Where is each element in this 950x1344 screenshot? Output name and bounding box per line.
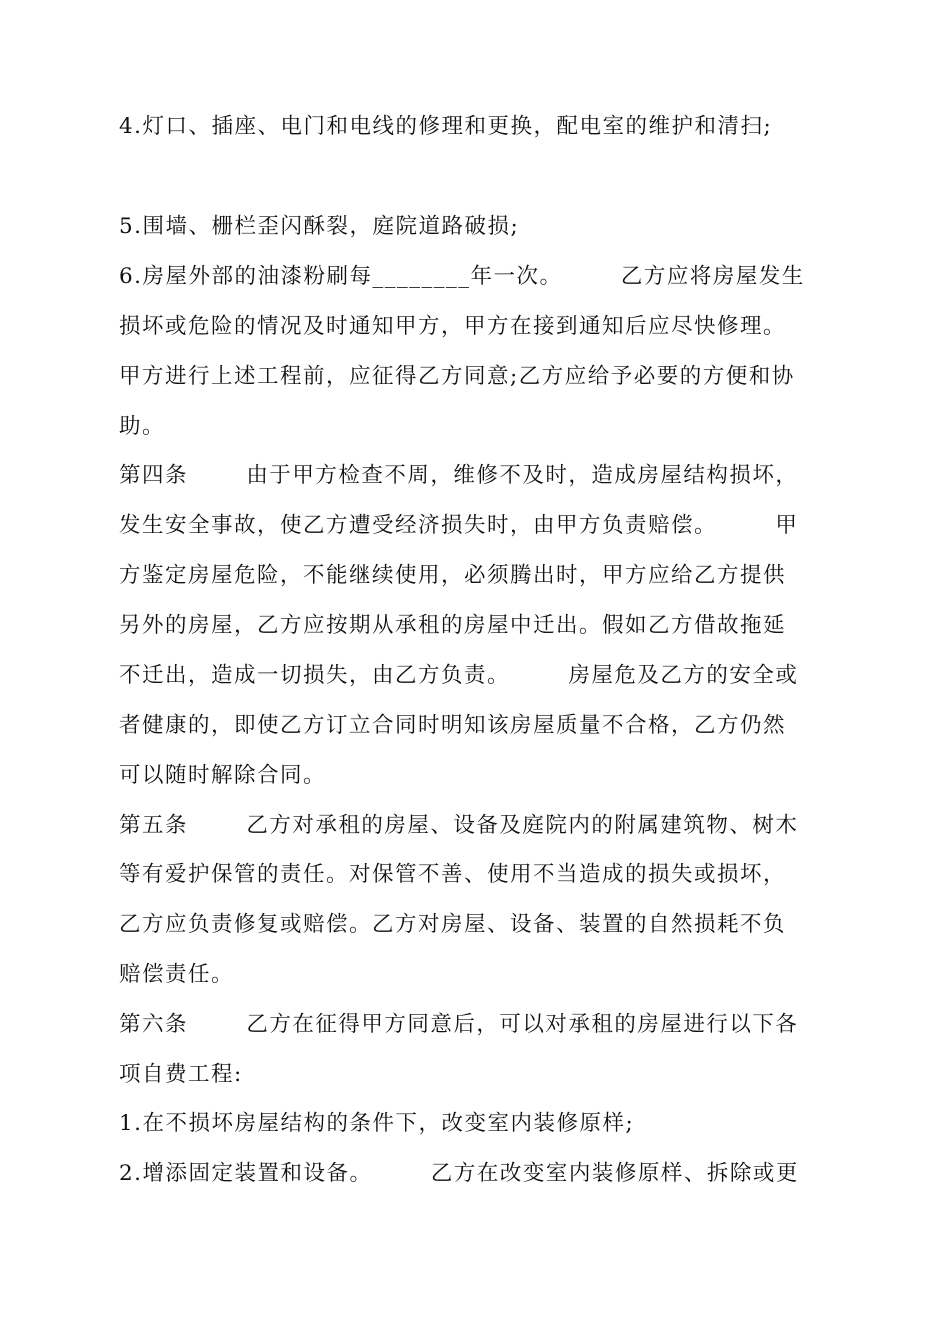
text-line: 2.增添固定装置和设备。 乙方在改变室内装修原样、拆除或更 <box>119 1161 799 1186</box>
text-line: 另外的房屋，乙方应按期从承租的房屋中迁出。假如乙方借故拖延 <box>119 613 787 638</box>
text-line: 者健康的，即使乙方订立合同时明知该房屋质量不合格，乙方仍然 <box>119 713 787 738</box>
text-line: 项自费工程: <box>119 1062 243 1087</box>
text-line: 不迁出，造成一切损失，由乙方负责。 房屋危及乙方的安全或 <box>119 663 799 688</box>
text-line: 第五条 乙方对承租的房屋、设备及庭院内的附属建筑物、树木 <box>119 813 799 838</box>
text-line: 损坏或危险的情况及时通知甲方，甲方在接到通知后应尽快修理。 <box>119 314 787 339</box>
text-line: 甲方进行上述工程前，应征得乙方同意;乙方应给予必要的方便和协 <box>119 364 795 389</box>
text-line: 1.在不损坏房屋结构的条件下，改变室内装修原样; <box>119 1111 635 1136</box>
text-line: 第四条 由于甲方检查不周，维修不及时，造成房屋结构损坏， <box>119 463 799 488</box>
text-line: 等有爱护保管的责任。对保管不善、使用不当造成的损失或损坏， <box>119 862 787 887</box>
text-line: 方鉴定房屋危险，不能继续使用，必须腾出时，甲方应给乙方提供 <box>119 563 787 588</box>
text-line: 可以随时解除合同。 <box>119 763 327 788</box>
text-line: 第六条 乙方在征得甲方同意后，可以对承租的房屋进行以下各 <box>119 1012 799 1037</box>
text-line: 5.围墙、栅栏歪闪酥裂，庭院道路破损; <box>119 214 520 239</box>
text-line: 赔偿责任。 <box>119 962 235 987</box>
text-line: 4.灯口、插座、电门和电线的修理和更换，配电室的维护和清扫; <box>119 114 773 139</box>
text-line: 乙方应负责修复或赔偿。乙方对房屋、设备、装置的自然损耗不负 <box>119 912 787 937</box>
text-line: 6.房屋外部的油漆粉刷每________年一次。 乙方应将房屋发生 <box>119 264 805 289</box>
text-line: 助。 <box>119 414 166 439</box>
text-line: 发生安全事故，使乙方遭受经济损失时，由甲方负责赔偿。 甲 <box>119 513 799 538</box>
